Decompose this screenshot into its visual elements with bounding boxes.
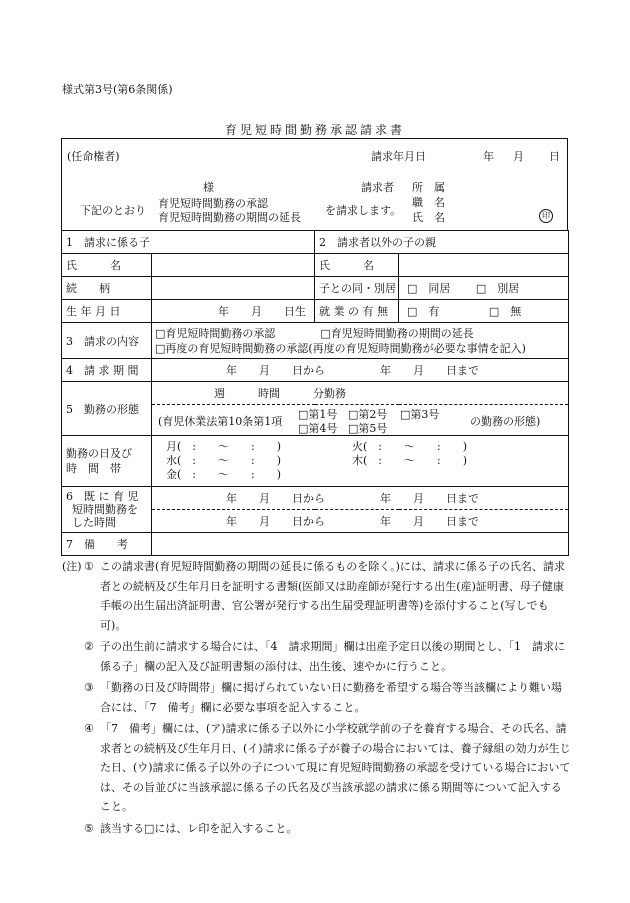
relation-field[interactable]: [152, 277, 315, 300]
note-4-number: ④: [84, 722, 94, 735]
day-wed[interactable]: 水( : 〜 : ): [166, 454, 281, 467]
form-option-5[interactable]: □第5号: [348, 422, 388, 435]
notes-prefix: (注): [62, 560, 82, 573]
employment-no-checkbox[interactable]: □ 無: [488, 305, 522, 318]
days-label-line1: 勤務の日及び: [66, 447, 132, 460]
law-reference: (育児休業法第10条第1項: [158, 415, 283, 428]
remarks-label: 7 備 考: [62, 533, 152, 556]
note-5: [62, 819, 572, 839]
prev-label: [62, 487, 152, 533]
date-day: 日: [549, 150, 560, 163]
content-reapproval-checkbox[interactable]: □再度の育児短時間勤務の承認(再度の育児短時間勤務が必要な事情を記入): [155, 341, 526, 355]
name-label: 氏 名: [412, 211, 445, 224]
parent-name-field[interactable]: [399, 254, 569, 277]
form-option-1[interactable]: □第1号: [298, 408, 338, 421]
form-tail: の勤務の形態): [470, 415, 541, 428]
relation-label: 続 柄: [62, 277, 152, 300]
cohabit-label: 子との同・別居: [315, 277, 399, 300]
form-option-2[interactable]: □第2号: [348, 408, 388, 421]
birth-field[interactable]: 年 月 日生: [152, 300, 315, 323]
prev-label-line1: 6 既 に 育 児: [66, 490, 139, 503]
request-header: [61, 138, 568, 231]
employment-label: 就 業 の 有 無: [315, 300, 399, 323]
note-5-number: ⑤: [84, 821, 94, 835]
period-field[interactable]: 年 月 日から 年 月 日まで: [152, 359, 569, 382]
day-mon[interactable]: 月( : 〜 : ): [166, 440, 281, 453]
addressee-sama: 様: [203, 181, 214, 194]
option-extension: 育児短時間勤務の期間の延長: [158, 211, 301, 224]
prev-label-line2: 短時間勤務を: [72, 503, 138, 516]
request-table: [61, 230, 569, 556]
child-name-label: 氏 名: [62, 254, 152, 277]
period-label: 4 請 求 期 間: [62, 359, 152, 382]
note-2-text: 子の出生前に請求する場合には、「4 請求期間」欄は出産予定日以後の期間とし、「1 請求に係る子」欄の記入及び証明書類の添付は、出生後、速やかに行うこと。: [100, 640, 565, 673]
parent-name-label: 氏 名: [315, 254, 399, 277]
seal-mark: 印: [539, 209, 553, 223]
prev-label-line3: した時間: [72, 516, 116, 529]
date-year: 年: [483, 150, 494, 163]
prev-period-2[interactable]: 年 月 日から 年 月 日まで: [152, 510, 569, 533]
work-form-label: 5 勤務の形態: [62, 382, 152, 436]
note-4: [62, 719, 572, 817]
form-title: 育児短時間勤務承認請求書: [224, 123, 405, 137]
section-other-parent: 2 請求者以外の子の親: [315, 231, 569, 254]
prev-period-1[interactable]: 年 月 日から 年 月 日まで: [152, 487, 569, 510]
note-4-text: 「7 備考」欄には、(ア)請求に係る子以外に小学校就学前の子を養育する場合、その氏名、請求者との続柄及び生年月日、(イ)請求に係る子が養子の場合においては、養子縁組の効力が生じた日、(ウ)請求に係る子以外の子について現に育児短時間勤務の承認を受けている場合においては、その旨並びに当該承認に係る子の氏名及び当該承認の請求に係る期間等について記入すること。: [100, 722, 571, 813]
work-form-options: [152, 405, 569, 436]
remarks-field[interactable]: [152, 533, 569, 556]
content-approval-checkbox[interactable]: □育児短時間勤務の承認: [155, 326, 276, 340]
form-option-3[interactable]: □第3号: [400, 408, 440, 421]
date-month: 月: [513, 150, 524, 163]
days-schedule: [152, 436, 569, 487]
employment-options: [399, 300, 569, 323]
child-name-field[interactable]: [152, 254, 315, 277]
section-child: 1 請求に係る子: [62, 231, 315, 254]
content-extension-checkbox[interactable]: □育児短時間勤務の期間の延長: [320, 326, 474, 340]
cohabit-same-checkbox[interactable]: □ 同居: [407, 282, 451, 295]
day-tue[interactable]: 火( : 〜 : ): [352, 440, 467, 453]
day-fri[interactable]: 金( : 〜 : ): [166, 468, 281, 481]
employment-yes-checkbox[interactable]: □ 有: [407, 305, 440, 318]
position-label: 職 名: [412, 196, 445, 209]
work-hours-field[interactable]: 週 時間 分勤務: [152, 382, 569, 405]
days-label: [62, 436, 152, 487]
content-options: [152, 323, 569, 359]
birth-label: 生 年 月 日: [62, 300, 152, 323]
content-label: 3 請求の内容: [62, 323, 152, 359]
days-label-line2: 時 間 帯: [66, 462, 121, 475]
cohabit-options: [399, 277, 569, 300]
day-thu[interactable]: 木( : 〜 : ): [352, 454, 467, 467]
option-approval: 育児短時間勤務の承認: [158, 197, 268, 210]
note-5-text: 該当する□には、レ印を記入すること。: [100, 821, 298, 835]
appointer-label: (任命権者): [67, 150, 120, 163]
affiliation-label: 所 属: [412, 181, 445, 194]
note-3: [62, 678, 572, 717]
note-3-text: 「勤務の日及び時間帯」欄に掲げられていない日に勤務を希望する場合等当該欄により難い場合には、「7 備考」欄に必要な事項を記入すること。: [100, 681, 562, 714]
note-2: [62, 637, 572, 676]
request-suffix: を請求します。: [325, 204, 402, 217]
request-date-label: 請求年月日: [371, 150, 426, 163]
notes-section: [62, 557, 572, 838]
form-option-4[interactable]: □第4号: [298, 422, 338, 435]
cohabit-separate-checkbox[interactable]: □ 別居: [475, 282, 520, 295]
note-2-number: ②: [84, 640, 94, 653]
as-follows-text: 下記のとおり: [80, 204, 146, 217]
note-1-text: この請求書(育児短時間勤務の期間の延長に係るものを除く。)には、請求に係る子の氏名、請求者との続柄及び生年月日を証明する書類(医師又は助産師が発行する出生(産)証明書、母子健康手帳の出生届出済証明書、官公署が発行する出生届受理証明書等)を添付すること(写しでも可)。: [100, 560, 565, 632]
form-number: 様式第3号(第6条関係): [62, 83, 173, 96]
note-1-number: ①: [84, 560, 94, 573]
note-3-number: ③: [84, 681, 94, 694]
requester-label: 請求者: [361, 181, 394, 194]
note-1: [62, 557, 572, 635]
